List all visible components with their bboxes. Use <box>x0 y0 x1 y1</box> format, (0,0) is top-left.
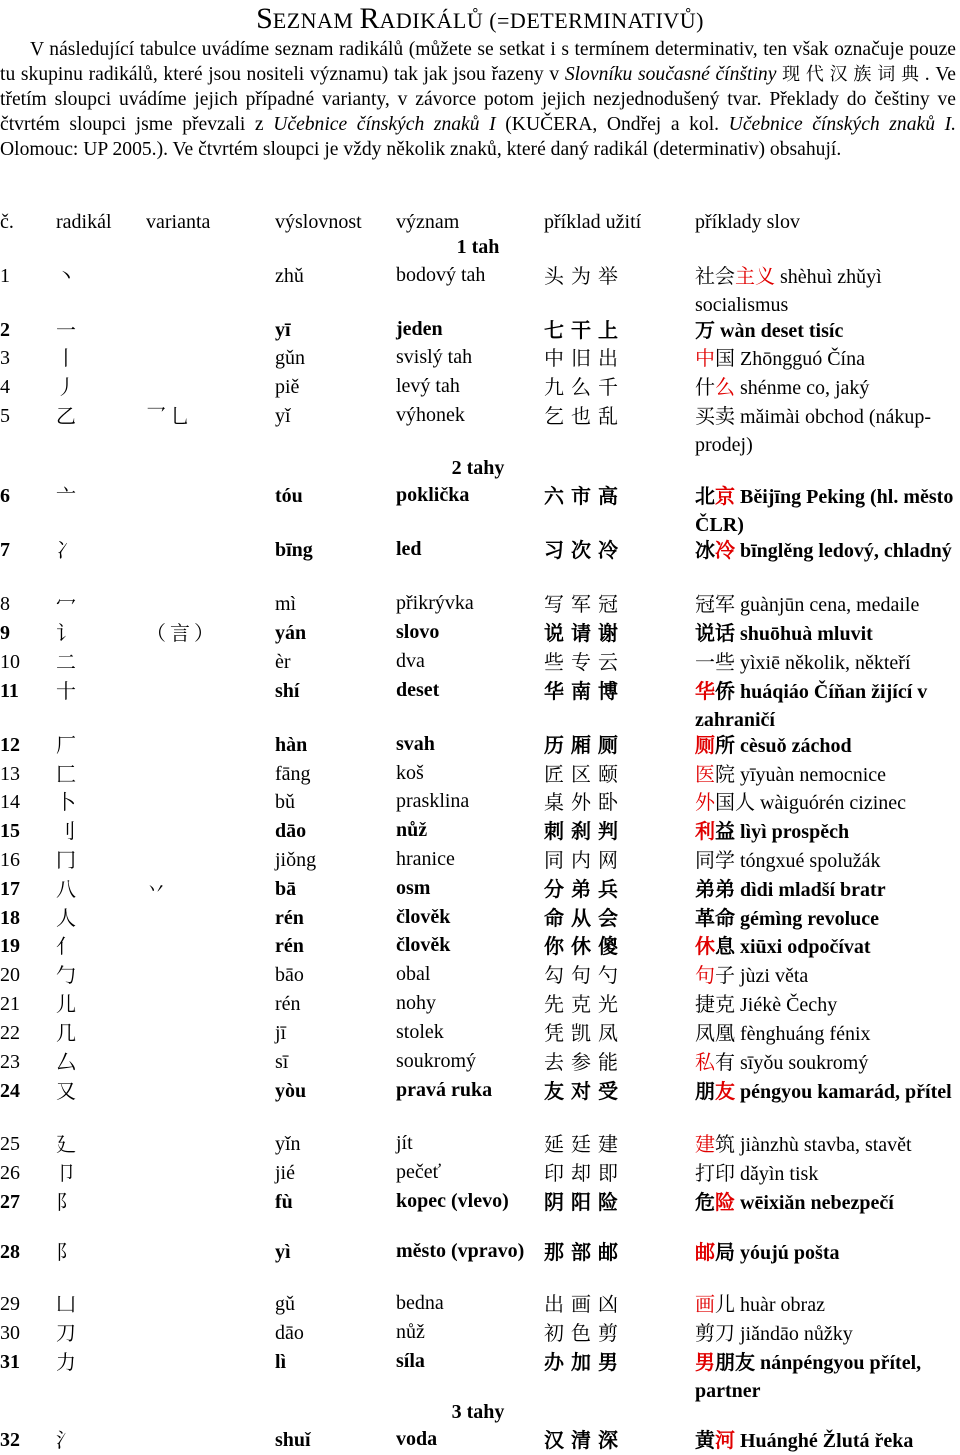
radical-char: 阝 <box>56 1240 76 1264</box>
example-chars: 九么千 <box>544 375 625 399</box>
word-chinese: 朋 <box>695 1079 715 1103</box>
meaning: slovo <box>396 621 440 643</box>
example-chars: 桌外卧 <box>544 790 625 814</box>
word-translation: Zhōngguó Čína <box>735 348 865 370</box>
word-translation: cèsuǒ záchod <box>735 735 852 757</box>
pronunciation: bǔ <box>275 791 295 813</box>
word-chinese: 北 <box>695 484 715 508</box>
word-translation: shénme co, jaký <box>735 377 870 399</box>
example-chars: 去参能 <box>544 1050 625 1074</box>
row-number: 15 <box>0 820 20 842</box>
word-highlight: 京 <box>715 484 735 508</box>
example-words <box>695 648 957 677</box>
pronunciation: fāng <box>275 763 311 785</box>
example-chars: 友对受 <box>544 1079 625 1103</box>
word-chinese: 弟弟 <box>695 877 735 901</box>
header-radical: radikál <box>56 211 112 233</box>
example-words <box>695 344 957 373</box>
example-words <box>695 1019 957 1048</box>
word-chinese: 什 <box>695 375 715 399</box>
word-chinese: 国 <box>715 346 735 370</box>
radical-char: 十 <box>56 679 76 703</box>
radical-char: 刂 <box>56 819 76 843</box>
pronunciation: gǔ <box>275 1293 295 1315</box>
word-highlight: 外 <box>695 790 715 814</box>
word-translation: lìyì prospěch <box>735 821 850 843</box>
example-chars: 印却即 <box>544 1161 625 1185</box>
word-translation: huáqiáo Číňan žijící v zahraničí <box>695 681 928 731</box>
word-highlight: 友 <box>715 1079 735 1103</box>
word-translation: bīnglěng ledový, chladný <box>735 540 952 562</box>
example-chars: 汉清深 <box>544 1428 625 1452</box>
row-number: 11 <box>0 680 19 702</box>
word-highlight: 厕 <box>695 733 715 757</box>
radical-char: 氵 <box>56 1428 76 1452</box>
pronunciation: tóu <box>275 485 303 507</box>
pronunciation: bā <box>275 878 297 900</box>
radical-char: 亻 <box>56 934 76 958</box>
example-words <box>695 760 957 789</box>
pronunciation: zhǔ <box>275 265 304 287</box>
example-words <box>695 1188 957 1217</box>
meaning: nůž <box>396 1321 425 1343</box>
example-chars: 勾句勺 <box>544 963 625 987</box>
meaning: nohy <box>396 992 436 1014</box>
pronunciation: hàn <box>275 734 308 756</box>
meaning: člověk <box>396 934 451 956</box>
example-words <box>695 1048 957 1077</box>
word-translation: yìxiē několik, někteří <box>735 652 911 674</box>
word-translation: sīyǒu soukromý <box>735 1052 869 1074</box>
radical-char: 丿 <box>56 375 76 399</box>
radical-char: 八 <box>56 877 76 901</box>
example-words <box>695 817 957 846</box>
row-number: 3 <box>0 347 10 369</box>
row-number: 26 <box>0 1162 20 1184</box>
pronunciation: rén <box>275 993 301 1015</box>
pronunciation: gǔn <box>275 347 305 369</box>
meaning: kopec (vlevo) <box>396 1190 509 1212</box>
word-translation: shuōhuà mluvit <box>735 623 873 645</box>
example-words <box>695 1077 957 1106</box>
row-number: 18 <box>0 907 20 929</box>
word-translation: gémìng revoluce <box>735 908 880 930</box>
row-number: 28 <box>0 1241 20 1263</box>
example-chars: 七干上 <box>544 318 625 342</box>
meaning: osm <box>396 877 431 899</box>
row-number: 22 <box>0 1022 20 1044</box>
radical-char: 卜 <box>56 790 76 814</box>
word-translation: xiūxi odpočívat <box>735 936 871 958</box>
radical-char: 亠 <box>56 484 76 508</box>
radical-char: 人 <box>56 906 76 930</box>
variant-char: 乛乚 <box>146 404 194 428</box>
row-number: 13 <box>0 763 20 785</box>
word-chinese: 益 <box>715 819 735 843</box>
example-chars: 同内网 <box>544 848 625 872</box>
example-chars: 写军冠 <box>544 592 625 616</box>
example-chars: 六市高 <box>544 484 625 508</box>
example-chars: 刺刹判 <box>544 819 625 843</box>
word-chinese: 凤凰 <box>695 1021 735 1045</box>
word-translation: mǎimài obchod (nákup-prodej) <box>695 406 932 456</box>
header-num: č. <box>0 211 14 233</box>
example-words <box>695 677 957 734</box>
word-translation: péngyou kamarád, přítel <box>735 1081 952 1103</box>
pronunciation: lì <box>275 1351 287 1373</box>
example-words <box>695 1130 957 1159</box>
example-words <box>695 990 957 1019</box>
radical-char: 乙 <box>56 404 76 428</box>
word-translation: yóujú pošta <box>735 1242 840 1264</box>
word-translation: shèhuì zhǔyì socialismus <box>695 266 882 316</box>
example-words <box>695 262 957 319</box>
header-words: příklady slov <box>695 211 800 233</box>
meaning: stolek <box>396 1021 444 1043</box>
pronunciation: jī <box>275 1022 287 1044</box>
word-chinese: 说话 <box>695 621 735 645</box>
word-highlight: 私 <box>695 1050 715 1074</box>
pronunciation: jié <box>275 1162 295 1184</box>
word-chinese: 朋友 <box>715 1350 755 1374</box>
word-chinese: 侨 <box>715 679 735 703</box>
pronunciation: fù <box>275 1191 293 1213</box>
variant-char: 丷 <box>146 877 170 901</box>
word-highlight: 男 <box>695 1350 715 1374</box>
word-chinese: 所 <box>715 733 735 757</box>
row-number: 8 <box>0 593 10 615</box>
word-translation: guànjūn cena, medaile <box>735 594 920 616</box>
meaning: přikrývka <box>396 592 474 614</box>
word-translation: fènghuáng fénix <box>735 1023 871 1045</box>
row-number: 25 <box>0 1133 20 1155</box>
radical-char: 阝 <box>56 1190 76 1214</box>
row-number: 5 <box>0 405 10 427</box>
pronunciation: yī <box>275 319 291 341</box>
meaning: nůž <box>396 819 428 841</box>
pronunciation: yòu <box>275 1080 307 1102</box>
word-chinese: 革命 <box>695 906 735 930</box>
radical-char: 讠 <box>56 621 76 645</box>
radical-char: 冂 <box>56 848 76 872</box>
word-highlight: 冷 <box>715 538 735 562</box>
pronunciation: dāo <box>275 1322 304 1344</box>
pronunciation: shuǐ <box>275 1429 311 1451</box>
word-chinese: 打印 <box>695 1161 735 1185</box>
example-chars: 你休傻 <box>544 934 625 958</box>
example-words <box>695 373 957 402</box>
header-meaning: význam <box>396 211 460 233</box>
meaning: prasklina <box>396 790 470 812</box>
row-number: 16 <box>0 849 20 871</box>
row-number: 1 <box>0 265 10 287</box>
example-chars: 先克光 <box>544 992 625 1016</box>
meaning: město (vpravo) <box>396 1240 525 1262</box>
word-highlight: 中 <box>695 346 715 370</box>
row-number: 12 <box>0 734 20 756</box>
pronunciation: piě <box>275 376 300 398</box>
word-translation: huàr obraz <box>735 1294 825 1316</box>
row-number: 20 <box>0 964 20 986</box>
word-translation: jùzi věta <box>735 965 809 987</box>
example-words <box>695 316 957 345</box>
example-words <box>695 932 957 961</box>
example-chars: 出画凶 <box>544 1292 625 1316</box>
word-chinese: 社会 <box>695 264 735 288</box>
meaning: svislý tah <box>396 346 473 368</box>
word-highlight: 邮 <box>695 1240 715 1264</box>
word-chinese: 剪刀 <box>695 1321 735 1345</box>
word-chinese: 局 <box>715 1240 735 1264</box>
radical-char: 又 <box>56 1079 76 1103</box>
word-highlight: 医 <box>695 762 715 786</box>
word-highlight: 主义 <box>735 264 775 288</box>
radical-char: 二 <box>56 650 76 674</box>
pronunciation: yì <box>275 1241 291 1263</box>
word-translation: nánpéngyou přítel, partner <box>695 1352 922 1402</box>
word-chinese: 黄 <box>695 1428 715 1452</box>
example-words <box>695 846 957 875</box>
example-words <box>695 1159 957 1188</box>
example-chars: 头为举 <box>544 264 625 288</box>
pronunciation: sī <box>275 1051 289 1073</box>
radical-char: 一 <box>56 318 76 342</box>
example-chars: 阴阳险 <box>544 1190 625 1214</box>
pronunciation: dāo <box>275 820 307 842</box>
meaning: voda <box>396 1428 438 1450</box>
row-number: 21 <box>0 993 20 1015</box>
radical-char: 冖 <box>56 592 76 616</box>
example-words <box>695 1319 957 1348</box>
stroke-group-2: 2 tahy <box>451 457 505 479</box>
meaning: dva <box>396 650 425 672</box>
row-number: 31 <box>0 1351 20 1373</box>
example-words <box>695 402 957 459</box>
radical-char: 厶 <box>56 1050 76 1074</box>
header-variant: varianta <box>146 211 211 233</box>
example-words <box>695 731 957 760</box>
word-chinese: 捷克 <box>695 992 735 1016</box>
example-chars: 华南博 <box>544 679 625 703</box>
radical-char: 冫 <box>56 538 76 562</box>
row-number: 7 <box>0 539 10 561</box>
word-translation: jiànzhù stavba, stavět <box>735 1134 912 1156</box>
radical-char: 刀 <box>56 1321 76 1345</box>
example-words <box>695 590 957 619</box>
word-highlight: 华 <box>695 679 715 703</box>
pronunciation: yán <box>275 622 307 644</box>
meaning: pečeť <box>396 1161 442 1183</box>
example-chars: 那部邮 <box>544 1240 625 1264</box>
example-chars: 历厢厕 <box>544 733 625 757</box>
example-words <box>695 788 957 817</box>
example-chars: 办加男 <box>544 1350 625 1374</box>
radical-char: 廴 <box>56 1132 76 1156</box>
radical-char: 勹 <box>56 963 76 987</box>
word-translation: tóngxué spolužák <box>735 850 881 872</box>
example-chars: 说请谢 <box>544 621 625 645</box>
example-chars: 延廷建 <box>544 1132 625 1156</box>
example-chars: 些专云 <box>544 650 625 674</box>
word-translation: dìdi mladší bratr <box>735 879 886 901</box>
pronunciation: jiǒng <box>275 849 317 871</box>
example-words <box>695 619 957 648</box>
word-chinese: 危 <box>695 1190 715 1214</box>
example-words <box>695 1238 957 1267</box>
page-title: SEZNAM RADIKÁLŮ (=DETERMINATIVŮ) <box>256 2 704 35</box>
word-translation: wàiguórén cizinec <box>755 792 907 814</box>
word-highlight: 休 <box>695 934 715 958</box>
radical-char: 几 <box>56 1021 76 1045</box>
pronunciation: yǐn <box>275 1133 301 1155</box>
row-number: 24 <box>0 1080 20 1102</box>
radical-char: 丶 <box>56 264 76 288</box>
word-chinese: 冰 <box>695 538 715 562</box>
word-chinese: 子 <box>715 963 735 987</box>
pronunciation: bīng <box>275 539 313 561</box>
word-chinese: 筑 <box>715 1132 735 1156</box>
example-words <box>695 904 957 933</box>
example-chars: 中旧出 <box>544 346 625 370</box>
header-example: příklad užití <box>544 211 642 233</box>
word-translation: jiǎndāo nůžky <box>735 1323 853 1345</box>
stroke-group-1: 1 tah <box>456 236 500 258</box>
pronunciation: yǐ <box>275 405 291 427</box>
row-number: 9 <box>0 622 10 644</box>
meaning: svah <box>396 733 435 755</box>
radical-char: 力 <box>56 1350 76 1374</box>
word-translation: wēixiǎn nebezpečí <box>735 1192 894 1214</box>
meaning: výhonek <box>396 404 465 426</box>
example-chars: 习次冷 <box>544 538 625 562</box>
example-words <box>695 961 957 990</box>
meaning: síla <box>396 1350 425 1372</box>
example-words <box>695 536 957 565</box>
word-highlight: 险 <box>715 1190 735 1214</box>
word-chinese: 儿 <box>715 1292 735 1316</box>
example-chars: 凭凯凤 <box>544 1021 625 1045</box>
radical-char: 厂 <box>56 733 76 757</box>
intro-paragraph: V následující tabulce uvádíme seznam radikálů (můžete se setkat i s termínem determinativ, ten však označuje pouze tu skupinu radikálů, které jsou nositeli významu) tak jak jsou řazeny v Slovníku současné čínštiny 现代汉族词典. Ve třetím sloupci uvádíme jejich případné varianty, v závorce potom jejich nezjednodušený tvar. Překlady do češtiny ve čtvrtém sloupci jsme převzali z Učebnice čínských znaků I (KUČERA, Ondřej a kol. Učebnice čínských znaků I. Olomouc: UP 2005.). Ve čtvrtém sloupci je vždy několik znaků, které daný radikál (determinativ) obsahují. <box>0 39 957 160</box>
word-translation: Huánghé Žlutá řeka <box>735 1430 914 1452</box>
word-chinese: 万 <box>695 318 715 342</box>
meaning: člověk <box>396 906 451 928</box>
word-chinese: 有 <box>715 1050 735 1074</box>
word-chinese: 同学 <box>695 848 735 872</box>
word-translation: wàn deset tisíc <box>715 320 844 342</box>
meaning: led <box>396 538 422 560</box>
example-chars: 初色剪 <box>544 1321 625 1345</box>
word-highlight: 句 <box>695 963 715 987</box>
word-highlight: 河 <box>715 1428 735 1452</box>
radical-char: 儿 <box>56 992 76 1016</box>
row-number: 27 <box>0 1191 20 1213</box>
word-translation: dǎyìn tisk <box>735 1163 819 1185</box>
meaning: poklička <box>396 484 470 506</box>
radical-char: 卩 <box>56 1161 76 1185</box>
header-pronunciation: výslovnost <box>275 211 362 233</box>
word-chinese: 买卖 <box>695 404 735 428</box>
word-chinese: 冠军 <box>695 592 735 616</box>
example-words <box>695 1290 957 1319</box>
word-highlight: 画 <box>695 1292 715 1316</box>
radical-char: 凵 <box>56 1292 76 1316</box>
variant-char: （言） <box>146 621 218 645</box>
meaning: jít <box>396 1132 413 1154</box>
example-chars: 分弟兵 <box>544 877 625 901</box>
example-words <box>695 1348 957 1405</box>
row-number: 30 <box>0 1322 20 1344</box>
pronunciation: rén <box>275 935 304 957</box>
example-words <box>695 482 957 539</box>
example-chars: 乞也乱 <box>544 404 625 428</box>
meaning: hranice <box>396 848 455 870</box>
meaning: soukromý <box>396 1050 476 1072</box>
pronunciation: rén <box>275 907 304 929</box>
radical-char: 丨 <box>56 346 76 370</box>
word-chinese: 院 <box>715 762 735 786</box>
meaning: jeden <box>396 318 443 340</box>
meaning: bedna <box>396 1292 444 1314</box>
stroke-group-3: 3 tahy <box>451 1401 505 1423</box>
pronunciation: bāo <box>275 964 304 986</box>
row-number: 6 <box>0 485 10 507</box>
meaning: koš <box>396 762 424 784</box>
example-chars: 命从会 <box>544 906 625 930</box>
meaning: deset <box>396 679 440 701</box>
word-chinese: 一些 <box>695 650 735 674</box>
row-number: 29 <box>0 1293 20 1315</box>
word-highlight: 利 <box>695 819 715 843</box>
meaning: bodový tah <box>396 264 486 286</box>
word-translation: Běijīng Peking (hl. město ČLR) <box>695 486 954 536</box>
pronunciation: shí <box>275 680 300 702</box>
word-translation: yīyuàn nemocnice <box>735 764 887 786</box>
word-highlight: 么 <box>715 375 735 399</box>
meaning: pravá ruka <box>396 1079 493 1101</box>
row-number: 32 <box>0 1429 20 1451</box>
row-number: 19 <box>0 935 20 957</box>
meaning: levý tah <box>396 375 460 397</box>
pronunciation: mì <box>275 593 297 615</box>
pronunciation: èr <box>275 651 291 673</box>
word-highlight: 建 <box>695 1132 715 1156</box>
row-number: 14 <box>0 791 20 813</box>
meaning: obal <box>396 963 431 985</box>
row-number: 4 <box>0 376 10 398</box>
word-chinese: 息 <box>715 934 735 958</box>
word-chinese: 国人 <box>715 790 755 814</box>
radical-char: 匚 <box>56 762 76 786</box>
row-number: 23 <box>0 1051 20 1073</box>
word-translation: Jiékè Čechy <box>735 994 838 1016</box>
example-chars: 匠区颐 <box>544 762 625 786</box>
row-number: 2 <box>0 319 10 341</box>
row-number: 17 <box>0 878 20 900</box>
row-number: 10 <box>0 651 20 673</box>
example-words <box>695 875 957 904</box>
